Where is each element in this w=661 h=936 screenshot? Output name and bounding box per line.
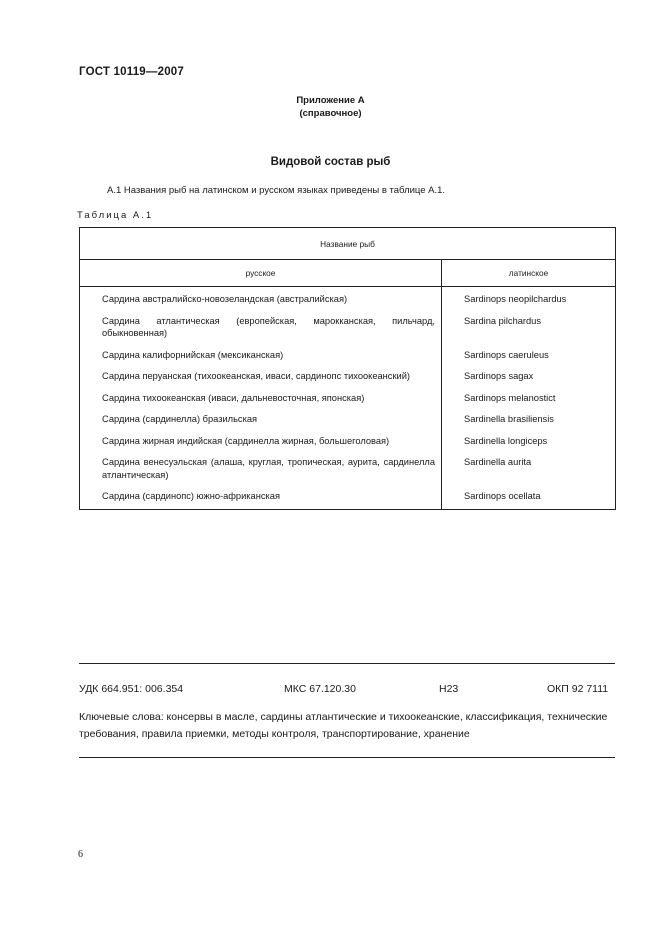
intro-paragraph: А.1 Названия рыб на латинском и русском языках приведены в таблице А.1. [107, 185, 446, 196]
latin-name: Sardinops sagax [442, 364, 616, 386]
russian-name: Сардина (сардинелла) бразильская [102, 414, 258, 424]
footer-divider-top [79, 663, 615, 664]
russian-name: Сардина жирная индийская (сардинелла жирная, большеголовая) [102, 435, 390, 446]
table-row [80, 407, 616, 429]
russian-name: Сардина (сардинопс) южно-африканская [102, 491, 280, 501]
russian-name: Сардина австралийско-новозеландская (австралийская) [102, 294, 348, 304]
footer-divider-bottom [79, 757, 615, 758]
table-subheader-row [80, 260, 616, 287]
russian-name: Сардина венесуэльская (алаша, круглая, тропическая, аурита, сардинелла атлантическая) [102, 457, 435, 480]
species-table [79, 227, 616, 510]
okp-code: ОКП 92 7111 [547, 683, 609, 695]
russian-name: Сардина калифорнийская (мексиканская) [102, 349, 284, 360]
standard-code: ГОСТ 10119—2007 [79, 66, 184, 78]
table-row [80, 309, 616, 343]
header-latin: латинское [442, 260, 616, 287]
table-row [80, 450, 616, 484]
table-row [80, 429, 616, 451]
table-header-row [80, 228, 616, 260]
latin-name: Sardinella aurita [442, 450, 616, 484]
table-row [80, 484, 616, 509]
russian-name: Сардина атлантическая (европейская, марокканская, пильчард, обыкновенная) [102, 315, 435, 338]
header-fish-names: Название рыб [80, 228, 616, 260]
latin-name: Sardinella longiceps [442, 429, 616, 451]
latin-name: Sardinella brasiliensis [442, 407, 616, 429]
keywords: Ключевые слова: консервы в масле, сардины атлантические и тихоокеанские, классификация, технические требования, правила приемки, методы контроля, транспортирование, хранение [79, 711, 608, 740]
table-row [80, 386, 616, 408]
page-number: 6 [78, 849, 83, 860]
table-caption: Таблица А.1 [77, 210, 154, 221]
russian-name: Сардина перуанская (тихоокеанская, иваси, сардинопс тихоокеанский) [102, 371, 411, 381]
appendix-subtitle: (справочное) [299, 108, 362, 119]
section-title: Видовой состав рыб [270, 156, 391, 168]
appendix-title: Приложение А [296, 95, 365, 106]
udk-code: УДК 664.951: 006.354 [79, 683, 184, 695]
table-row [80, 364, 616, 386]
table-row [80, 343, 616, 365]
latin-name: Sardinops ocellata [442, 484, 616, 509]
latin-name: Sardinops caeruleus [442, 343, 616, 365]
header-russian: русское [80, 260, 442, 287]
latin-name: Sardinops melanostict [442, 386, 616, 408]
latin-name: Sardinops neopilchardus [442, 287, 616, 309]
russian-name: Сардина тихоокеанская (иваси, дальневосточная, японская) [102, 392, 365, 403]
table-row [80, 287, 616, 309]
classification-code: Н23 [439, 683, 459, 695]
latin-name: Sardina pilchardus [442, 309, 616, 343]
mks-code: МКС 67.120.30 [284, 683, 356, 695]
